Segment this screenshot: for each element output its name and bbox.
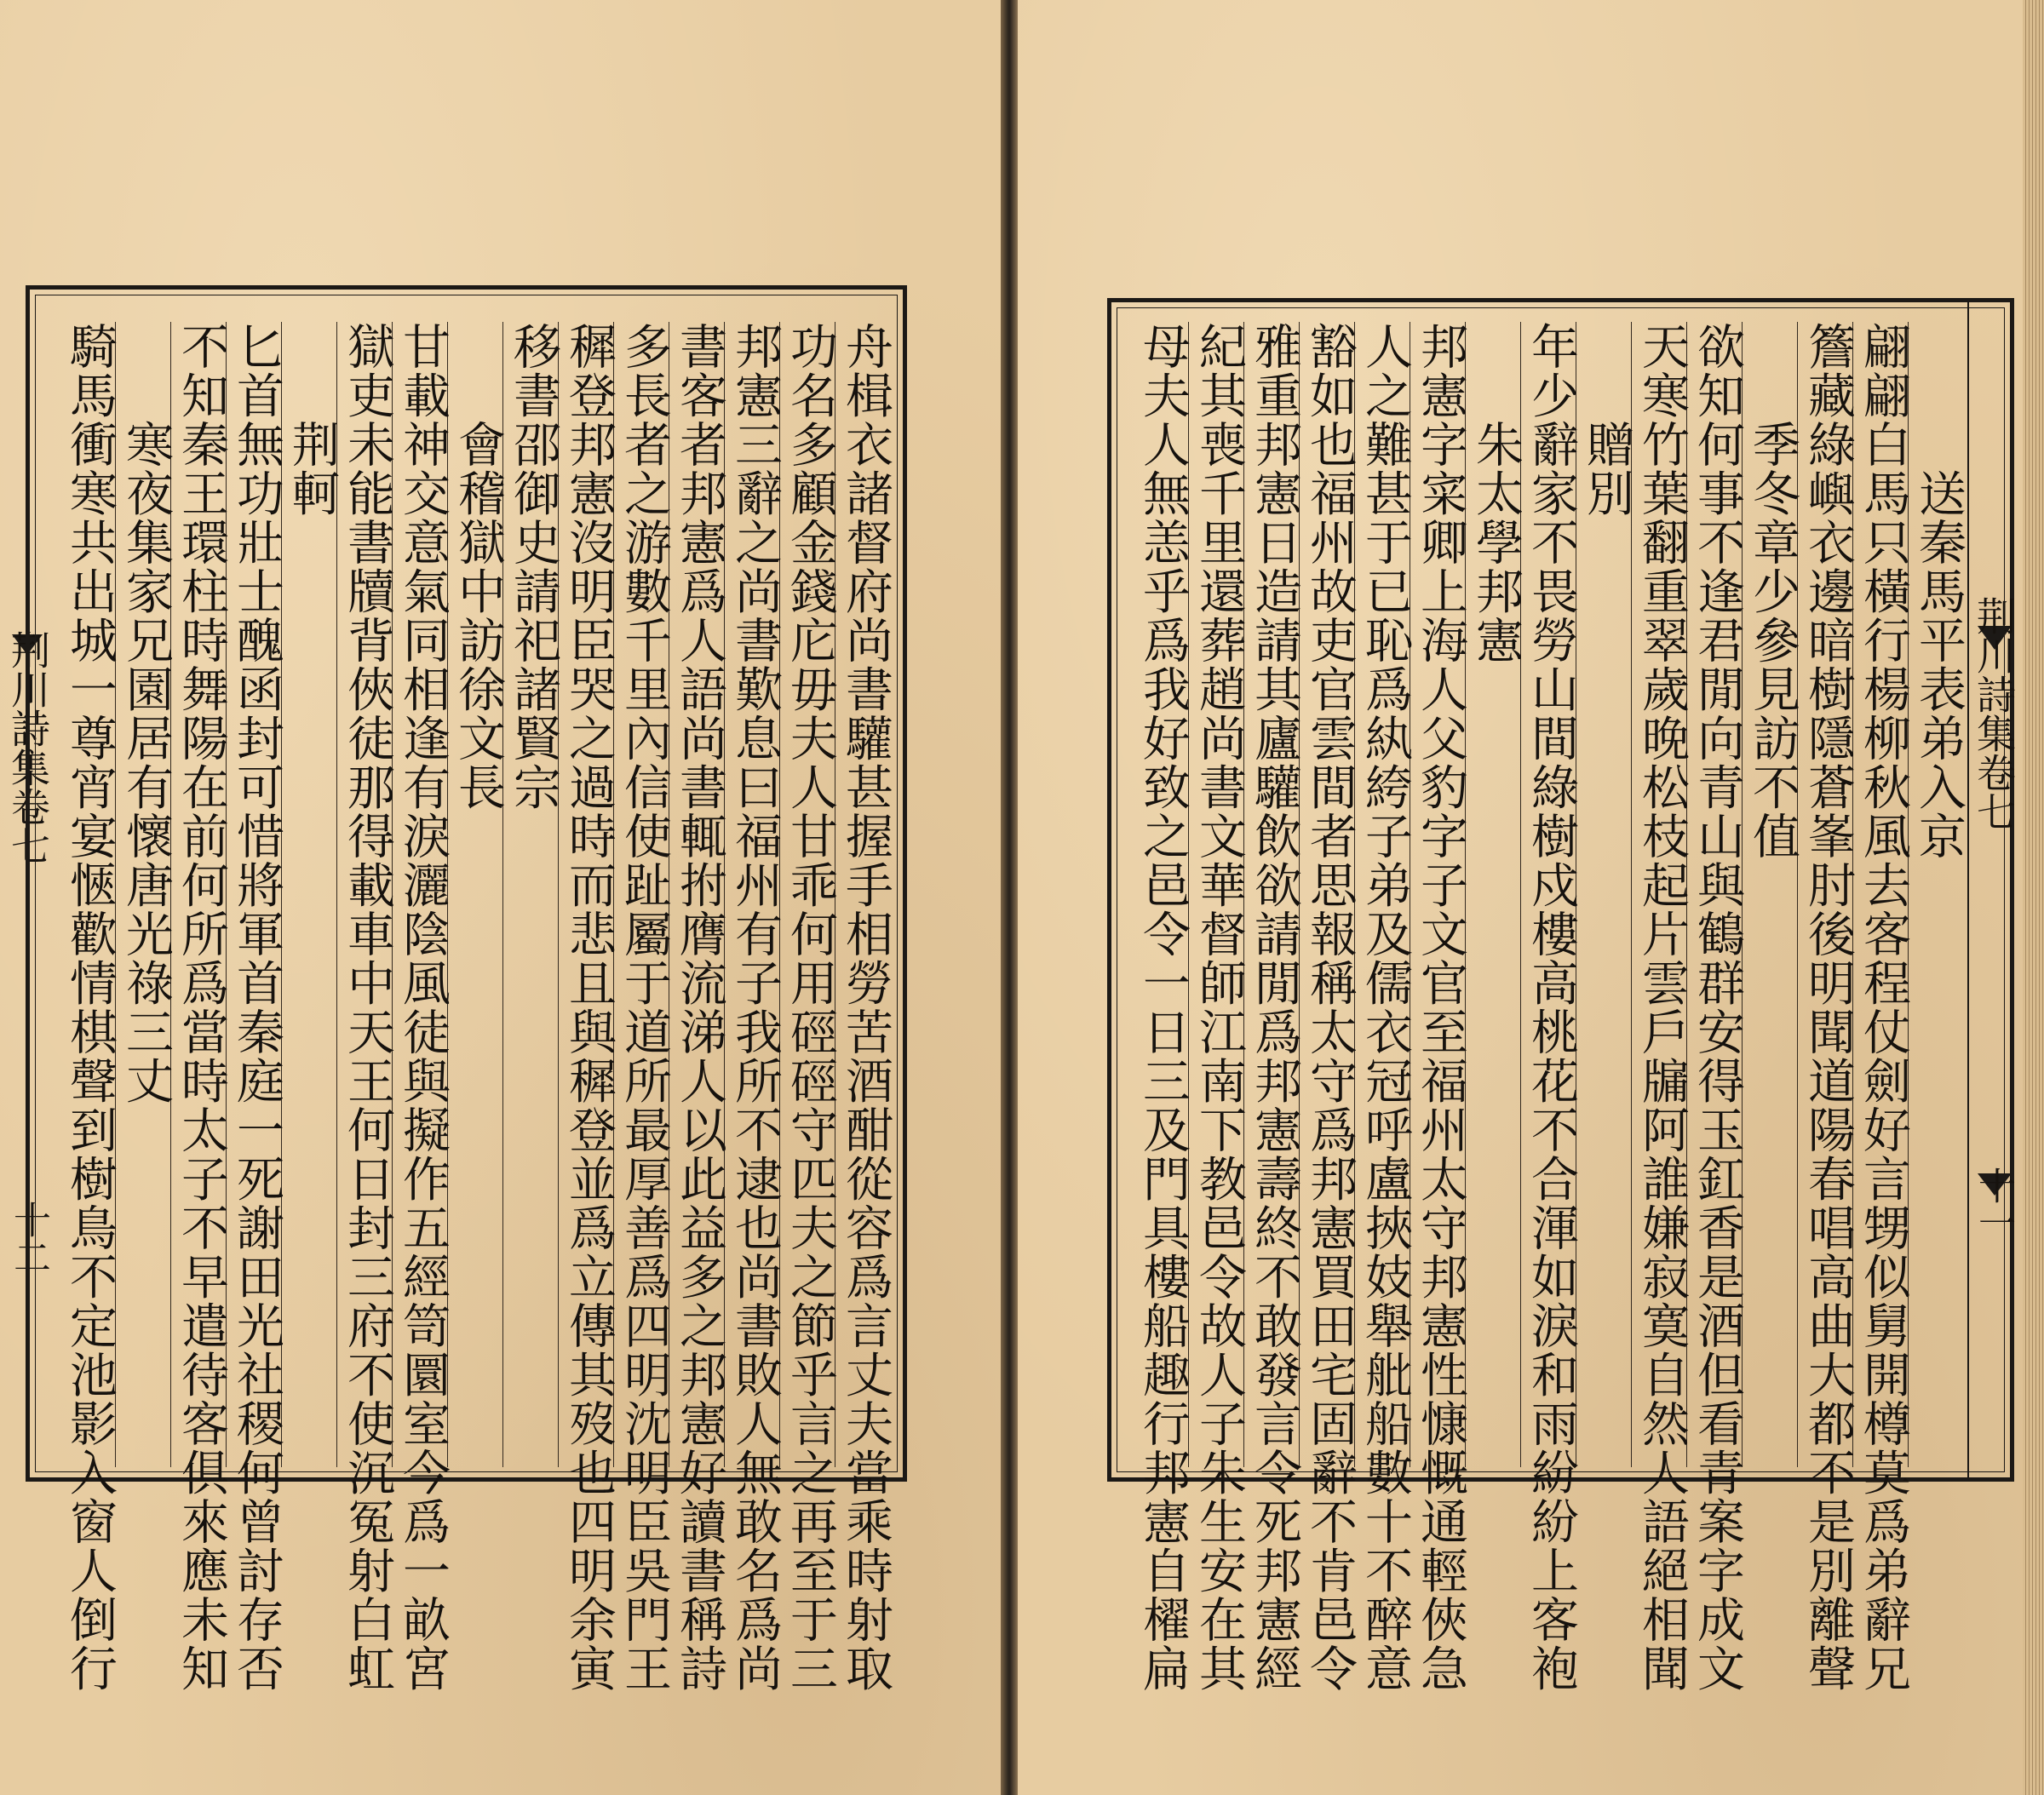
poem-title: 會稽獄中訪徐文長 [447, 322, 508, 1467]
text-column: 舟楫衣諸督府尚書驩甚握手相勞苦酒酣從容爲言丈夫當乘時射取 [835, 322, 895, 1467]
poem-title: 寒夜集家兄園居有懷唐光祿三丈 [115, 322, 175, 1467]
text-column: 紀其喪千里還葬趙尚書文華督師江南下教邑令故人子朱生安在其 [1188, 322, 1249, 1467]
text-column: 匕首無功壯士醜函封可惜將軍首秦庭一死謝田光社稷何曾討存否 [226, 322, 286, 1467]
text-column: 欲知何事不逢君閒向青山與鶴群安得玉釭香是酒但看青案字成文 [1686, 322, 1747, 1467]
text-column: 多長者之游數千里內信使趾屬于道所最厚善爲四明沈明臣吳門王 [613, 322, 674, 1467]
text-column: 甘載神交意氣同相逢有淚灑陰風徒與擬作五經笥圜室今爲一畝宮 [392, 322, 452, 1467]
text-column: 不知秦王環柱時舞陽在前何所爲當時太子不早遣待客俱來應未知 [170, 322, 231, 1467]
poem-title: 荆軻 [281, 322, 342, 1467]
banxin-leaf-number: 十一 [1972, 1167, 2015, 1242]
page-edges [2023, 0, 2044, 1795]
text-column: 簷藏綠嶼衣邊暗樹隱蒼峯肘後明聞道陽春唱高曲大都不是別離聲 [1797, 322, 1857, 1467]
text-column: 天寒竹葉翻重翠歲晚松枝起片雲戶牖阿誰嫌寂寞自然人語絕相聞 [1631, 322, 1691, 1467]
poem-title: 季冬章少參見訪不值 [1742, 322, 1802, 1467]
banxin-title: 荆川詩集卷七 [1971, 596, 2017, 831]
text-column: 母夫人無恙乎爲我好致之邑令一日三及門具樓船趣行邦憲自櫂扁 [1135, 322, 1191, 1693]
text-column: 獄吏未能書牘背俠徒那得載車中天王何日封三府不使沉冤射白虹 [336, 322, 397, 1467]
poem-title: 朱太學邦憲 [1465, 322, 1525, 1467]
poem-title: 贈別 [1576, 322, 1636, 1467]
text-column: 年少辭家不畏勞山間綠樹戍樓高桃花不合渾如淚和雨紛紛上客袍 [1520, 322, 1581, 1467]
book-gutter [1001, 0, 1018, 1795]
left-margin-title: 荆川詩集卷七 [5, 630, 51, 865]
poem-title: 送秦馬平表弟入京 [1908, 322, 1968, 1467]
text-column: 豁如也福州故吏官雲間者思報稱太守爲邦憲買田宅固辭不肯邑令 [1299, 322, 1359, 1467]
text-column: 移書邵御史請祀諸賢宗 [502, 322, 563, 1467]
text-column: 功名多顧金錢庀毋夫人甘乖何用硜硜守匹夫之節乎言之再至于三 [779, 322, 840, 1467]
text-column: 翩翩白馬只橫行楊柳秋風去客程仗劍好言甥似舅開樽莫爲弟辭兄 [1852, 322, 1913, 1467]
text-column: 邦憲字寀卿上海人父豹字子文官至福州太守邦憲性慷慨通輕俠急 [1410, 322, 1470, 1467]
text-column: 邦憲三辭之尚書歎息曰福州有子我所不逮也尚書敗人無敢名爲尚 [724, 322, 784, 1467]
text-column: 雅重邦憲日造請其廬驩飲欲請閒爲邦憲壽終不敢發言令死邦憲經 [1243, 322, 1304, 1467]
text-column: 書客者邦憲爲人語尚書輒拊膺流涕人以此益多之邦憲好讀書稱詩 [669, 322, 729, 1467]
left-margin-leaf-number: 十二 [7, 1201, 50, 1276]
text-column: 人之難甚于已恥爲紈絝子弟及儒衣冠呼盧挾妓舉舭船數十不醉意 [1354, 322, 1415, 1467]
text-column: 騎馬衝寒共出城一尊宵宴愜歡情棋聲到樹鳥不定池影入窗人倒行 [62, 322, 118, 1693]
text-column: 穉登邦憲沒明臣哭之過時而悲且與穉登並爲立傳其歿也四明余寅 [558, 322, 618, 1467]
